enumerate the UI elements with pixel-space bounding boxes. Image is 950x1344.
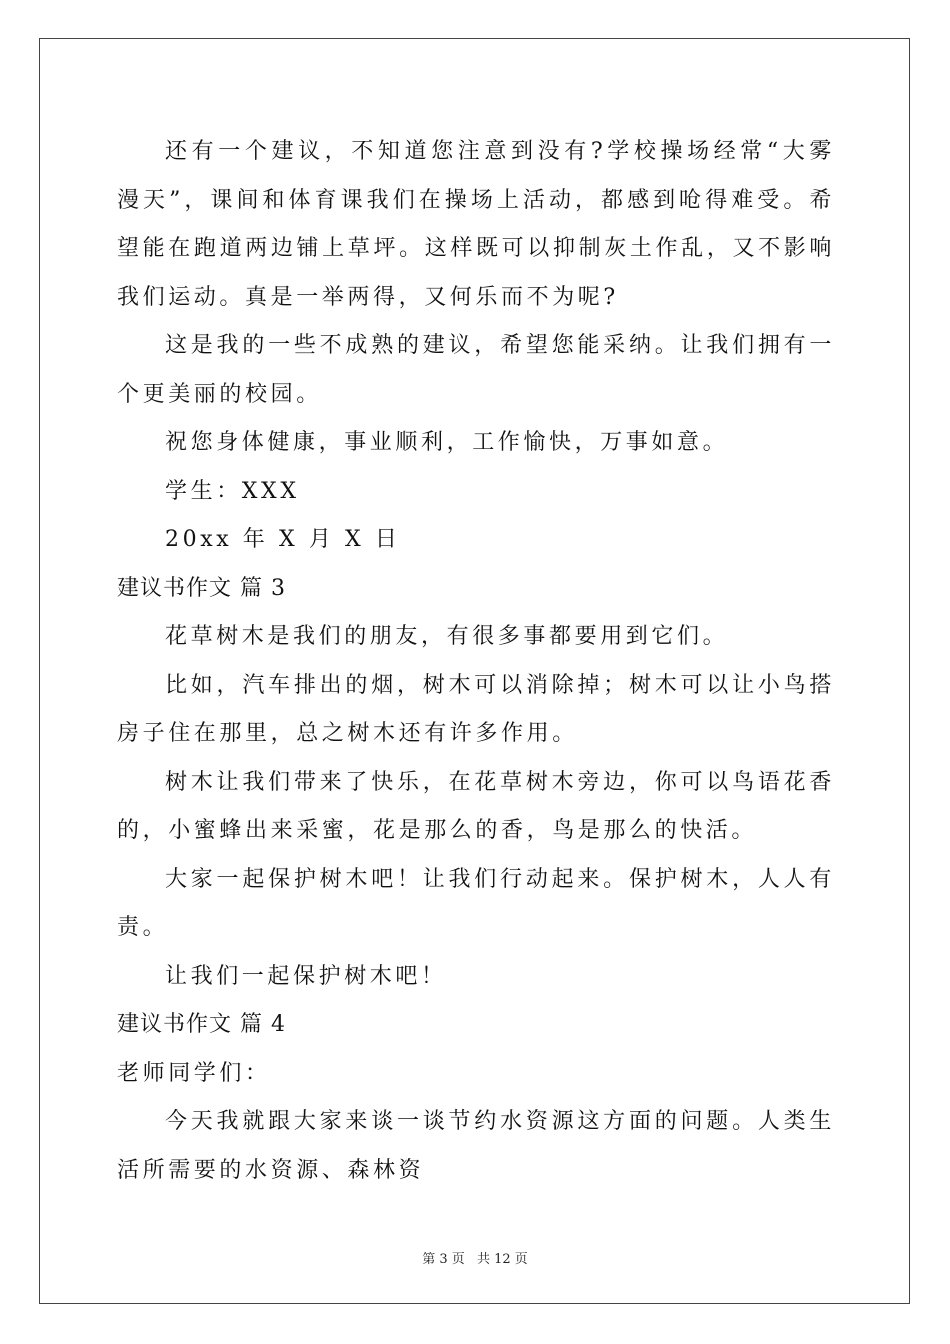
- document-body: [117, 128, 835, 1195]
- salutation: 老师同学们：: [117, 1060, 271, 1086]
- paragraph: 让我们一起保护树木吧！: [165, 963, 447, 989]
- paragraph: 树木让我们带来了快乐，在花草树木旁边，你可以鸟语花香的，小蜜蜂出来采蜜，花是那么的香，鸟是那么的快活。: [117, 769, 835, 843]
- section-heading: 建议书作文 篇 3: [117, 575, 286, 601]
- page-footer: [0, 1248, 950, 1267]
- paragraph: 还有一个建议，不知道您注意到没有?学校操场经常“大雾漫天”，课间和体育课我们在操场上活动，都感到呛得难受。希望能在跑道两边铺上草坪。这样既可以抑制灰土作乱，又不影响我们运动。真是一举两得，又何乐而不为呢?: [117, 139, 835, 310]
- paragraph: 比如，汽车排出的烟，树木可以消除掉；树木可以让小鸟搭房子住在那里，总之树木还有许多作用。: [117, 672, 835, 746]
- paragraph: 这是我的一些不成熟的建议，希望您能采纳。让我们拥有一个更美丽的校园。: [117, 333, 835, 407]
- paragraph: 今天我就跟大家来谈一谈节约水资源这方面的问题。人类生活所需要的水资源、森林资: [117, 1109, 835, 1183]
- signature-line: 学生：XXX: [165, 478, 300, 504]
- paragraph: 祝您身体健康，事业顺利，工作愉快，万事如意。: [165, 430, 729, 455]
- paragraph: 大家一起保护树木吧！让我们行动起来。保护树木，人人有责。: [117, 866, 835, 940]
- page-number: 第 3 页: [422, 1252, 465, 1267]
- date-line: 20xx 年 X 月 X 日: [165, 527, 401, 552]
- section-heading: 建议书作文 篇 4: [117, 1012, 286, 1037]
- page-total: 共 12 页: [476, 1252, 528, 1267]
- paragraph: 花草树木是我们的朋友，有很多事都要用到它们。: [165, 624, 729, 649]
